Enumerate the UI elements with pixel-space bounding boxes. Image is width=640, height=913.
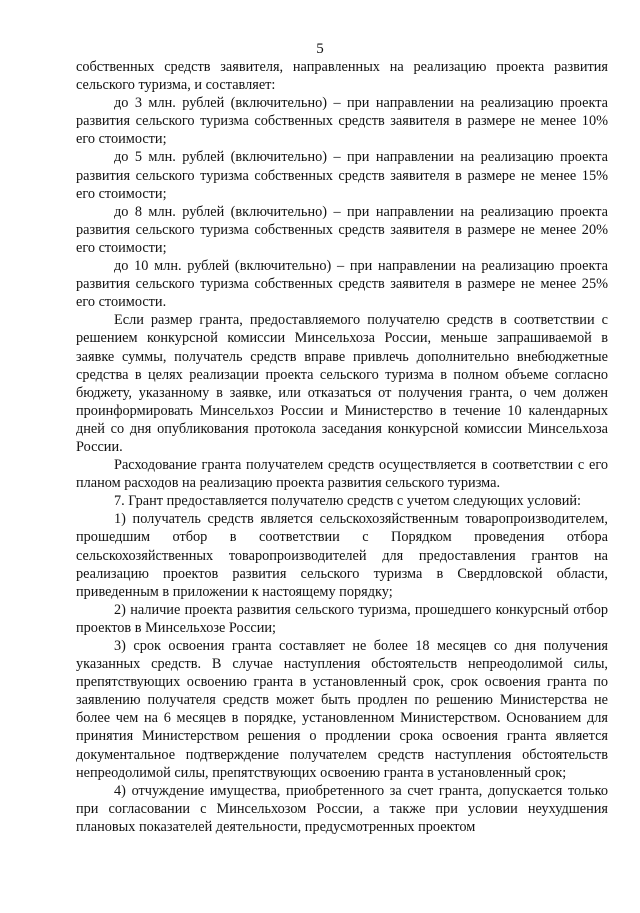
paragraph-grant-5mln: до 5 млн. рублей (включительно) – при направлении на реализацию проекта развития сельского туризма собственных средств заявителя в размере не менее 15% его стоимости; <box>76 149 608 202</box>
paragraph-condition-4: 4) отчуждение имущества, приобретенного за счет гранта, допускается только при согласовании с Минсельхозом России, а также при условии неухудшения плановых показателей деятельности, предусмотренных проектом <box>76 782 608 835</box>
page-number: 5 <box>316 41 324 57</box>
paragraph-grant-spending: Расходование гранта получателем средств осуществляется в соответствии с его планом расходов на реализацию проекта развития сельского туризма. <box>76 457 608 492</box>
paragraph-condition-3: 3) срок освоения гранта составляет не более 18 месяцев со дня получения указанных средств. В случае наступления обстоятельств непреодолимой силы, препятствующих освоению гранта в установленный срок, срок освоения гранта по заявлению получателя средств может быть продлен по решению Министерства не более чем на 6 месяцев в порядке, установленном Министерством. Основанием для принятия Министерством решения о продлении срока освоения гранта является документальное подтверждение получателем средств наступления обстоятельств непреодолимой силы, препятствующих освоению гранта в установленный срок; <box>76 638 608 781</box>
paragraph-grant-8mln: до 8 млн. рублей (включительно) – при направлении на реализацию проекта развития сельского туризма собственных средств заявителя в размере не менее 20% его стоимости; <box>76 203 608 256</box>
paragraph-intro-continuation: собственных средств заявителя, направленных на реализацию проекта развития сельского туризма, и составляет: <box>76 59 608 94</box>
paragraph-grant-3mln: до 3 млн. рублей (включительно) – при направлении на реализацию проекта развития сельского туризма собственных средств заявителя в размере не менее 10% его стоимости; <box>76 95 608 148</box>
paragraph-condition-1: 1) получатель средств является сельскохозяйственным товаропроизводителем, прошедшим отбор в соответствии с Порядком проведения отбора сельскохозяйственных товаропроизводителей для предоставления грантов на реализацию проектов развития сельского туризма в Свердловской области, приведенным в приложении к настоящему порядку; <box>76 511 608 600</box>
paragraph-condition-2: 2) наличие проекта развития сельского туризма, прошедшего конкурсный отбор проектов в Минсельхозе России; <box>76 601 608 636</box>
paragraph-section-7: 7. Грант предоставляется получателю средств с учетом следующих условий: <box>114 493 581 510</box>
document-body <box>76 58 608 836</box>
paragraph-grant-10mln: до 10 млн. рублей (включительно) – при направлении на реализацию проекта развития сельского туризма собственных средств заявителя в размере не менее 25% его стоимости. <box>76 258 608 311</box>
paragraph-grant-size-reduced: Если размер гранта, предоставляемого получателю средств в соответствии с решением конкурсной комиссии Минсельхоза России, меньше запрашиваемой в заявке суммы, получатель средств вправе привлечь дополнительно внебюджетные средства в целях реализации проекта сельского туризма в полном объеме согласно бюджету, указанному в заявке, или отказаться от получения гранта, о чем должен проинформировать Минсельхоз России и Министерство в течение 10 календарных дней со дня опубликования протокола заседания конкурсной комиссии Минсельхоза России. <box>76 312 608 455</box>
